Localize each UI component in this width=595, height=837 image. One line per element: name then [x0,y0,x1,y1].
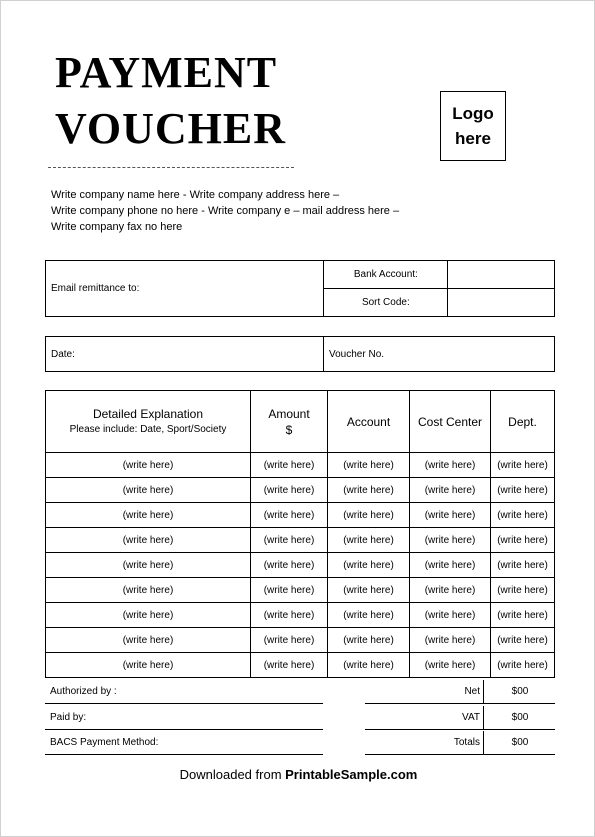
cell-explanation[interactable]: (write here) [46,553,251,578]
cell-dept[interactable]: (write here) [491,653,555,678]
cell-cost-center[interactable]: (write here) [410,603,491,628]
date-voucher-table [45,336,555,372]
cell-account[interactable]: (write here) [328,478,410,503]
sort-code-field[interactable] [448,289,555,317]
company-line-2: Write company phone no here - Write company e – mail address here – [51,205,400,217]
page-title [55,45,286,157]
download-site-link[interactable]: PrintableSample.com [285,767,418,782]
logo-placeholder [440,91,506,161]
title-line-1: PAYMENT [55,48,278,97]
table-row [46,453,555,478]
paid-by-line[interactable]: Paid by: [45,706,323,730]
header-amount [251,391,328,453]
cell-cost-center[interactable]: (write here) [410,528,491,553]
cell-cost-center[interactable]: (write here) [410,628,491,653]
header-explanation [46,391,251,453]
totals-label: Totals [453,737,480,748]
cell-account[interactable]: (write here) [328,578,410,603]
vat-label: VAT [462,712,480,723]
company-line-3: Write company fax no here [51,221,183,233]
remittance-table [45,260,555,317]
title-divider [48,167,294,168]
payment-details-table [45,390,555,678]
cell-amount[interactable]: (write here) [251,503,328,528]
cell-amount[interactable]: (write here) [251,528,328,553]
table-row [46,528,555,553]
table-row [46,553,555,578]
cell-dept[interactable]: (write here) [491,478,555,503]
cell-amount[interactable]: (write here) [251,653,328,678]
cell-cost-center[interactable]: (write here) [410,653,491,678]
table-row [46,578,555,603]
bank-account-label: Bank Account: [324,261,448,289]
cell-dept[interactable]: (write here) [491,628,555,653]
cell-explanation[interactable]: (write here) [46,653,251,678]
cell-account[interactable]: (write here) [328,553,410,578]
header-explanation-sub: Please include: Date, Sport/Society [69,423,227,435]
download-credit [1,767,595,782]
header-cost-center: Cost Center [410,391,491,453]
cell-dept[interactable]: (write here) [491,578,555,603]
download-prefix: Downloaded from [179,767,286,782]
cell-explanation[interactable]: (write here) [46,503,251,528]
cell-account[interactable]: (write here) [328,453,410,478]
date-label[interactable]: Date: [46,337,324,372]
cell-amount[interactable]: (write here) [251,553,328,578]
email-remittance-label: Email remittance to: [46,261,324,317]
cell-explanation[interactable]: (write here) [46,528,251,553]
cell-account[interactable]: (write here) [328,503,410,528]
vat-row [365,706,555,730]
table-row [46,628,555,653]
cell-amount[interactable]: (write here) [251,628,328,653]
cell-dept[interactable]: (write here) [491,453,555,478]
company-info [51,187,399,235]
cell-dept[interactable]: (write here) [491,603,555,628]
cell-cost-center[interactable]: (write here) [410,553,491,578]
header-account: Account [328,391,410,453]
vat-value[interactable]: $00 [483,706,556,730]
header-dept: Dept. [491,391,555,453]
sort-code-label: Sort Code: [324,289,448,317]
net-label: Net [464,686,480,697]
bacs-method-line[interactable]: BACS Payment Method: [45,731,323,755]
cell-cost-center[interactable]: (write here) [410,578,491,603]
cell-amount[interactable]: (write here) [251,603,328,628]
cell-dept[interactable]: (write here) [491,503,555,528]
cell-account[interactable]: (write here) [328,628,410,653]
header-amount-sub: $ [285,422,293,437]
net-value[interactable]: $00 [483,680,556,704]
bank-account-field[interactable] [448,261,555,289]
logo-line-1: Logo [452,104,494,123]
cell-account[interactable]: (write here) [328,528,410,553]
header-explanation-title: Detailed Explanation [92,406,204,421]
cell-cost-center[interactable]: (write here) [410,453,491,478]
table-row [46,503,555,528]
cell-dept[interactable]: (write here) [491,553,555,578]
cell-account[interactable]: (write here) [328,603,410,628]
header-amount-title: Amount [268,406,310,421]
net-row [365,680,555,704]
cell-explanation[interactable]: (write here) [46,578,251,603]
detail-rows [46,453,555,678]
company-line-1: Write company name here - Write company address here – [51,189,340,201]
cell-amount[interactable]: (write here) [251,578,328,603]
cell-explanation[interactable]: (write here) [46,453,251,478]
totals-row [365,731,555,755]
table-row [46,478,555,503]
cell-dept[interactable]: (write here) [491,528,555,553]
table-row [46,603,555,628]
cell-amount[interactable]: (write here) [251,478,328,503]
totals-value[interactable]: $00 [483,731,556,755]
table-row [46,653,555,678]
authorized-by-line[interactable]: Authorized by : [45,680,323,704]
cell-account[interactable]: (write here) [328,653,410,678]
cell-cost-center[interactable]: (write here) [410,503,491,528]
cell-explanation[interactable]: (write here) [46,478,251,503]
cell-amount[interactable]: (write here) [251,453,328,478]
cell-cost-center[interactable]: (write here) [410,478,491,503]
cell-explanation[interactable]: (write here) [46,603,251,628]
logo-line-2: here [455,129,491,148]
title-line-2: VOUCHER [55,104,287,153]
voucher-no-label[interactable]: Voucher No. [324,337,555,372]
cell-explanation[interactable]: (write here) [46,628,251,653]
